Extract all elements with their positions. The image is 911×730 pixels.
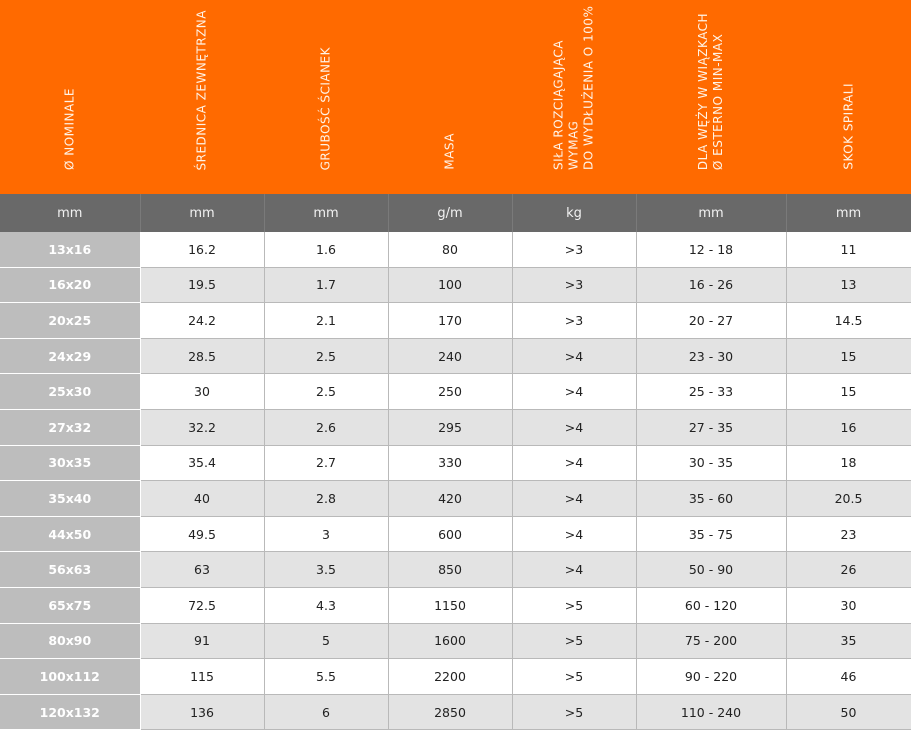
row-label-cell: 30x35 xyxy=(0,445,140,481)
value-cell: >4 xyxy=(512,445,636,481)
value-cell: 170 xyxy=(388,303,512,339)
header-nominal-diameter: Ø NOMINALE xyxy=(0,0,140,194)
value-cell: 2200 xyxy=(388,659,512,695)
header-tensile-force: SIŁA ROZCIĄGAJĄCA WYMAG DO WYDŁUŻENIA O 100% xyxy=(512,0,636,194)
value-cell: 72.5 xyxy=(140,587,264,623)
table-row xyxy=(0,694,911,730)
value-cell: 3.5 xyxy=(264,552,388,588)
value-cell: 110 - 240 xyxy=(636,694,786,730)
value-cell: >5 xyxy=(512,587,636,623)
header-spiral-pitch: SKOK SPIRALI xyxy=(786,0,911,194)
table-row xyxy=(0,232,911,267)
table-row xyxy=(0,481,911,517)
value-cell: 23 - 30 xyxy=(636,338,786,374)
value-cell: 24.2 xyxy=(140,303,264,339)
row-label-cell: 44x50 xyxy=(0,516,140,552)
value-cell: 5 xyxy=(264,623,388,659)
value-cell: >3 xyxy=(512,303,636,339)
table-row xyxy=(0,623,911,659)
unit-cell: mm xyxy=(140,194,264,232)
value-cell: 50 xyxy=(786,694,911,730)
value-cell: 63 xyxy=(140,552,264,588)
row-label-cell: 20x25 xyxy=(0,303,140,339)
value-cell: 2.6 xyxy=(264,409,388,445)
value-cell: 25 - 33 xyxy=(636,374,786,410)
value-cell: 12 - 18 xyxy=(636,232,786,267)
value-cell: 115 xyxy=(140,659,264,695)
table-row xyxy=(0,552,911,588)
value-cell: 60 - 120 xyxy=(636,587,786,623)
value-cell: 23 xyxy=(786,516,911,552)
value-cell: 2850 xyxy=(388,694,512,730)
value-cell: 2.7 xyxy=(264,445,388,481)
value-cell: 18 xyxy=(786,445,911,481)
value-cell: 14.5 xyxy=(786,303,911,339)
value-cell: >4 xyxy=(512,481,636,517)
unit-cell: kg xyxy=(512,194,636,232)
value-cell: 15 xyxy=(786,338,911,374)
value-cell: 20.5 xyxy=(786,481,911,517)
value-cell: 30 xyxy=(786,587,911,623)
value-cell: 75 - 200 xyxy=(636,623,786,659)
table-row xyxy=(0,338,911,374)
header-row xyxy=(0,0,911,194)
value-cell: 91 xyxy=(140,623,264,659)
value-cell: 35 - 60 xyxy=(636,481,786,517)
value-cell: 30 xyxy=(140,374,264,410)
row-label-cell: 27x32 xyxy=(0,409,140,445)
value-cell: 35 - 75 xyxy=(636,516,786,552)
value-cell: 26 xyxy=(786,552,911,588)
value-cell: 250 xyxy=(388,374,512,410)
value-cell: 1.6 xyxy=(264,232,388,267)
value-cell: 136 xyxy=(140,694,264,730)
value-cell: >4 xyxy=(512,409,636,445)
row-label-cell: 100x112 xyxy=(0,659,140,695)
unit-cell: mm xyxy=(0,194,140,232)
table-row xyxy=(0,659,911,695)
value-cell: 295 xyxy=(388,409,512,445)
value-cell: 90 - 220 xyxy=(636,659,786,695)
value-cell: 420 xyxy=(388,481,512,517)
value-cell: >5 xyxy=(512,694,636,730)
row-label-cell: 80x90 xyxy=(0,623,140,659)
value-cell: 3 xyxy=(264,516,388,552)
value-cell: 2.8 xyxy=(264,481,388,517)
value-cell: 2.1 xyxy=(264,303,388,339)
value-cell: 11 xyxy=(786,232,911,267)
value-cell: 50 - 90 xyxy=(636,552,786,588)
value-cell: 13 xyxy=(786,267,911,303)
value-cell: 40 xyxy=(140,481,264,517)
unit-cell: g/m xyxy=(388,194,512,232)
row-label-cell: 120x132 xyxy=(0,694,140,730)
value-cell: 1150 xyxy=(388,587,512,623)
value-cell: 330 xyxy=(388,445,512,481)
table-row xyxy=(0,267,911,303)
value-cell: 49.5 xyxy=(140,516,264,552)
value-cell: 100 xyxy=(388,267,512,303)
row-label-cell: 56x63 xyxy=(0,552,140,588)
header-outer-diameter: ŚREDNICA ZEWNĘTRZNA xyxy=(140,0,264,194)
table-row xyxy=(0,587,911,623)
unit-cell: mm xyxy=(264,194,388,232)
value-cell: 32.2 xyxy=(140,409,264,445)
table-row xyxy=(0,445,911,481)
value-cell: 16.2 xyxy=(140,232,264,267)
value-cell: 16 xyxy=(786,409,911,445)
value-cell: 2.5 xyxy=(264,338,388,374)
unit-cell: mm xyxy=(636,194,786,232)
value-cell: 16 - 26 xyxy=(636,267,786,303)
header-wall-thickness: GRUBOŚĆ ŚCIANEK xyxy=(264,0,388,194)
row-label-cell: 13x16 xyxy=(0,232,140,267)
units-row xyxy=(0,194,911,232)
value-cell: >4 xyxy=(512,516,636,552)
unit-cell: mm xyxy=(786,194,911,232)
value-cell: 2.5 xyxy=(264,374,388,410)
value-cell: >4 xyxy=(512,338,636,374)
value-cell: >5 xyxy=(512,623,636,659)
value-cell: 600 xyxy=(388,516,512,552)
value-cell: >4 xyxy=(512,374,636,410)
value-cell: 35.4 xyxy=(140,445,264,481)
header-bundle-diameter: DLA WĘŻY W WIĄZKACH Ø ESTERNO MIN-MAX xyxy=(636,0,786,194)
value-cell: >4 xyxy=(512,552,636,588)
header-mass: MASA xyxy=(388,0,512,194)
value-cell: 28.5 xyxy=(140,338,264,374)
value-cell: 850 xyxy=(388,552,512,588)
value-cell: 30 - 35 xyxy=(636,445,786,481)
row-label-cell: 25x30 xyxy=(0,374,140,410)
value-cell: 240 xyxy=(388,338,512,374)
value-cell: >3 xyxy=(512,232,636,267)
value-cell: >3 xyxy=(512,267,636,303)
value-cell: 46 xyxy=(786,659,911,695)
value-cell: 5.5 xyxy=(264,659,388,695)
value-cell: 6 xyxy=(264,694,388,730)
value-cell: >5 xyxy=(512,659,636,695)
row-label-cell: 35x40 xyxy=(0,481,140,517)
value-cell: 35 xyxy=(786,623,911,659)
value-cell: 27 - 35 xyxy=(636,409,786,445)
row-label-cell: 24x29 xyxy=(0,338,140,374)
value-cell: 4.3 xyxy=(264,587,388,623)
value-cell: 15 xyxy=(786,374,911,410)
value-cell: 1.7 xyxy=(264,267,388,303)
row-label-cell: 65x75 xyxy=(0,587,140,623)
value-cell: 80 xyxy=(388,232,512,267)
table-row xyxy=(0,516,911,552)
row-label-cell: 16x20 xyxy=(0,267,140,303)
value-cell: 20 - 27 xyxy=(636,303,786,339)
table-row xyxy=(0,374,911,410)
table-row xyxy=(0,303,911,339)
value-cell: 1600 xyxy=(388,623,512,659)
table-body xyxy=(0,232,911,730)
value-cell: 19.5 xyxy=(140,267,264,303)
table-row xyxy=(0,409,911,445)
